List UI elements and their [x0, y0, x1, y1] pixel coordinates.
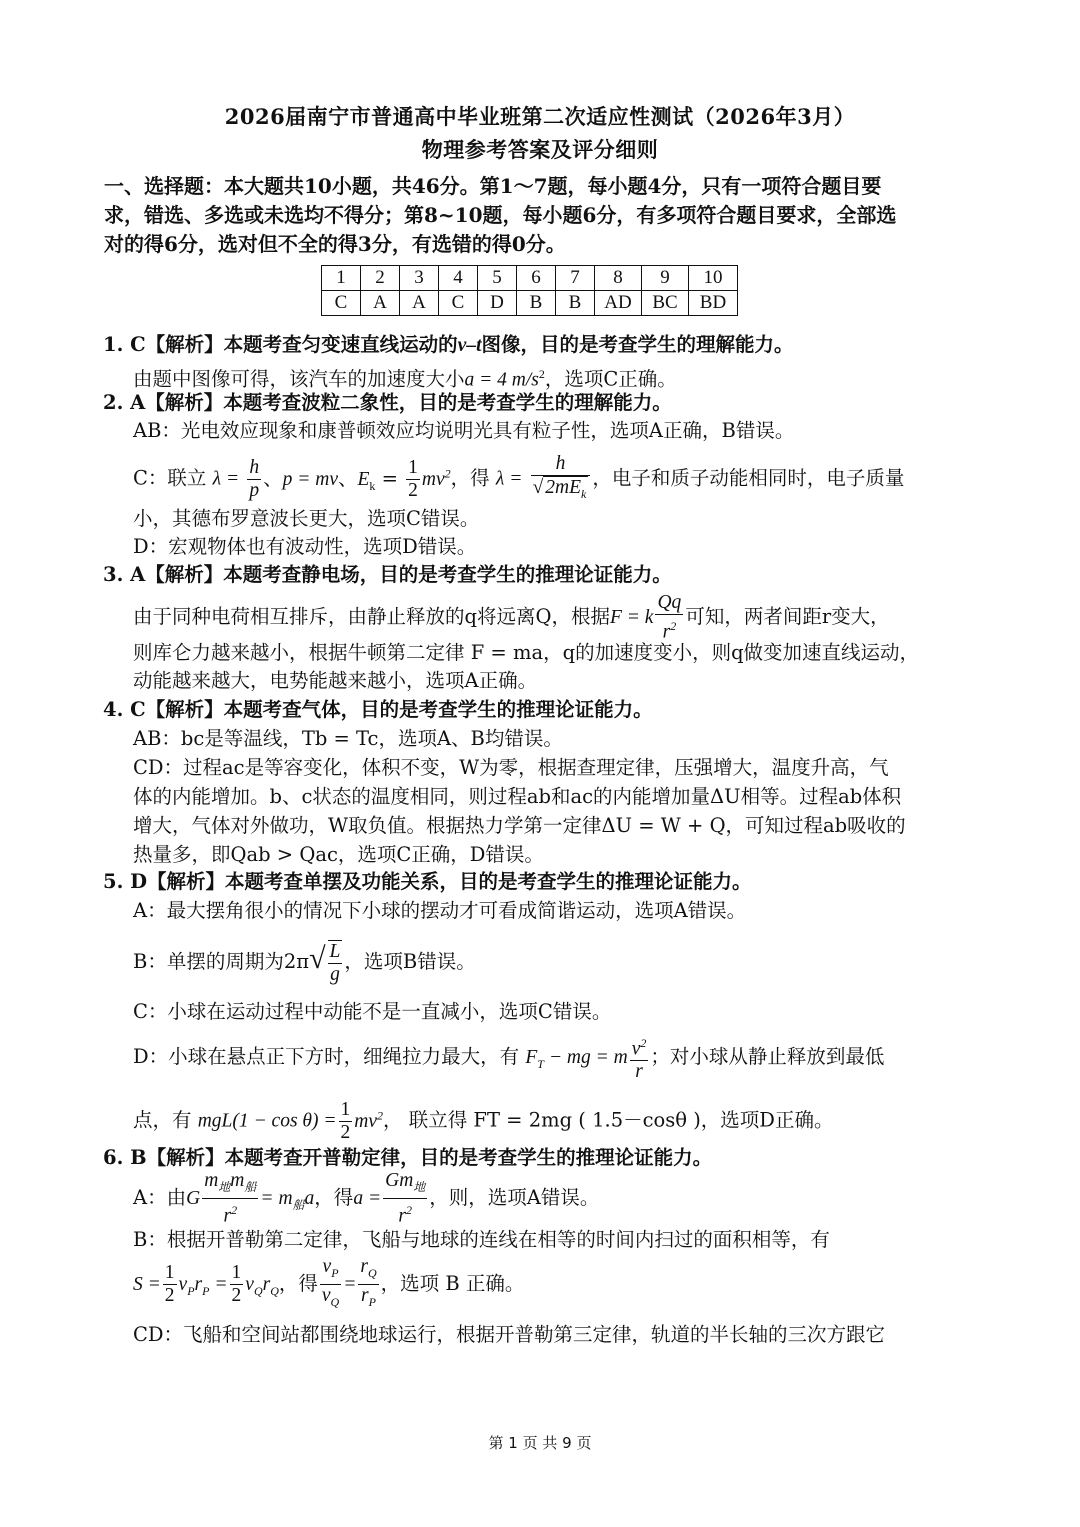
q6-formula-vprp: $v_Pr_P$ =: [178, 1273, 228, 1298]
q2-line-d: D：宏观物体也有波动性，选项D错误。: [133, 535, 477, 558]
table-cell: B: [556, 291, 595, 316]
section-heading-line-3: 对的得6分，选对但不全的得3分，有选错的得0分。: [104, 232, 566, 256]
q5-line-b: [133, 930, 476, 991]
q2-c-text-3: ，电子和质子动能相同时，电子质量: [592, 466, 905, 490]
q2-c-text-2: ，得: [450, 466, 490, 490]
table-cell: A: [400, 291, 439, 316]
q6-a-text-3: ，则，选项A错误。: [429, 1186, 600, 1210]
q5-line-a: A：最大摆角很小的情况下小球的摆动才可看成简谐运动，选项A错误。: [133, 899, 747, 922]
q4-line-4: 增大，气体对外做功，W取负值。根据热力学第一定律ΔU = W + Q，可知过程ab吸收的: [133, 814, 906, 837]
section-heading-line-2: 求，错选、多选或未选均不得分；第8~10题，每小题6分，有多项符合题目要求，全部选: [104, 203, 897, 227]
q5-sqrt-sign: √: [309, 942, 326, 975]
q6-heading: 6. B【解析】本题考查开普勒定律，目的是考查学生的推理论证能力。: [103, 1146, 713, 1169]
table-cell: 8: [595, 266, 642, 291]
table-cell: 9: [642, 266, 689, 291]
q2-fraction-h-p: $\frac{h}{p}$: [249, 456, 260, 501]
q6-line-s: [133, 1256, 524, 1318]
table-cell: AD: [595, 291, 642, 316]
q6-s-text-2: ，选项 B 正确。: [380, 1271, 525, 1295]
answer-table: [321, 265, 738, 316]
table-cell: BD: [689, 291, 738, 316]
q1-heading-var: v–t: [457, 335, 482, 356]
q1-formula: a = 4 m/s: [464, 369, 539, 391]
table-cell: 5: [478, 266, 517, 291]
q6-fraction-half-1: $\frac{1}{2}$: [164, 1261, 175, 1306]
q6-formula-eq: =: [343, 1273, 357, 1295]
q6-fraction-r: $\frac{r_Q}{r_P}$: [360, 1256, 377, 1309]
q4-heading: 4. C【解析】本题考查气体，目的是考查学生的推理论证能力。: [103, 698, 653, 721]
q5-e-text: 点，有: [133, 1108, 192, 1132]
table-cell: 2: [361, 266, 400, 291]
table-cell: 1: [322, 266, 361, 291]
table-cell: 6: [517, 266, 556, 291]
q2-line-3: 小，其德布罗意波长更大，选项C错误。: [133, 507, 480, 530]
q1-heading-tail: 图像，目的是考查学生的理解能力。: [481, 333, 794, 356]
q6-a-text: A：由: [133, 1186, 187, 1210]
table-cell: D: [478, 291, 517, 316]
q2-fraction-half: $\frac{1}{2}$: [408, 456, 418, 501]
q3-formula-f: F = k: [609, 607, 654, 628]
q3-text-2: 可知，两者间距r变大，: [685, 605, 890, 628]
table-cell: A: [361, 291, 400, 316]
table-cell: 10: [689, 266, 738, 291]
q2-formula-mv2: $mv^2$: [421, 466, 451, 490]
q5-line-e: [133, 1088, 833, 1149]
q6-formula-a: a =: [353, 1188, 382, 1210]
q2-c-text: C：联立: [133, 466, 207, 490]
q3-heading: 3. A【解析】本题考查静电场，目的是考查学生的推理论证能力。: [103, 563, 672, 586]
q4-line-2: CD：过程ac是等容变化，体积不变，W为零，根据查理定律，压强增大，温度升高，气: [133, 756, 889, 779]
page-subtitle: 物理参考答案及评分细则: [421, 137, 659, 162]
q5-formula-energy: mgL(1 − cos θ) =: [197, 1110, 337, 1132]
q6-line-cd: CD：飞船和空间站都围绕地球运行，根据开普勒第三定律，轨道的半长轴的三次方跟它: [133, 1323, 886, 1346]
q6-a-text-2: ，得: [314, 1186, 354, 1210]
answer-table-answer-row: [322, 291, 738, 316]
q1-exponent: 2: [538, 367, 545, 381]
q4-line-1: AB：bc是等温线，Tb = Tc，选项A、B均错误。: [133, 727, 563, 750]
q5-fraction-v2-r: $\frac{v^2}{r}$: [630, 1032, 649, 1084]
q2-heading: 2. A【解析】本题考查波粒二象性，目的是考查学生的理解能力。: [103, 391, 672, 414]
q2-formula-lambda: λ =: [212, 468, 240, 490]
q1-text: 由题中图像可得，该汽车的加速度大小: [133, 367, 465, 391]
q5-d-text: D：小球在悬点正下方时，细绳拉力最大，有: [133, 1045, 520, 1068]
q1-line-1: [133, 361, 677, 394]
answer-table-number-row: [322, 266, 738, 291]
table-cell: 3: [400, 266, 439, 291]
table-cell: B: [517, 291, 556, 316]
table-cell: 7: [556, 266, 595, 291]
q5-formula-mv2: $mv^2$: [354, 1108, 384, 1132]
q5-e-text-2: ， 联立得 FT = 2mg ( 1.5－cosθ )，选项D正确。: [383, 1108, 834, 1132]
q1-text-end: ，选项C正确。: [544, 367, 677, 391]
q1-heading: [103, 332, 794, 359]
q5-d-text-2: ；对小球从静止释放到最低: [650, 1045, 885, 1068]
q3-line-1: [133, 590, 890, 645]
q6-fraction-half-2: $\frac{1}{2}$: [231, 1261, 242, 1306]
q3-line-2: 则库仑力越来越小，根据牛顿第二定律 F = ma，q的加速度变小，则q做变加速直线运动，: [133, 641, 920, 664]
q3-fraction-coulomb: $\frac{Qq}{r^2}$: [657, 591, 682, 643]
q2-line-ab: AB：光电效应现象和康普顿效应均说明光具有粒子性，选项A正确，B错误。: [133, 419, 795, 442]
table-cell: BC: [642, 291, 689, 316]
q6-fraction-gravity: $\frac{m_地m_船}{r^2}$: [204, 1170, 257, 1227]
q5-line-d: [133, 1030, 884, 1091]
q1-heading-text: 1. C【解析】本题考查匀变速直线运动的: [103, 333, 458, 356]
q4-line-5: 热量多，即Qab > Qac，选项C正确，D错误。: [133, 843, 544, 866]
q6-formula-ma: = $m_船a$: [260, 1188, 315, 1213]
q4-line-3: 体的内能增加。b、c状态的温度相同，则过程ab和ac的内能增加量ΔU相等。过程ab体积: [133, 785, 902, 808]
page-title: 2026届南宁市普通高中毕业班第二次适应性测试（2026年3月）: [224, 104, 856, 129]
q2-line-c: [133, 446, 904, 512]
q5-b-text: B：单摆的周期为2π: [133, 950, 310, 973]
q3-line-3: 动能越来越大，电势能越来越小，选项A正确。: [133, 669, 538, 692]
q6-fraction-v: $\frac{v_P}{v_Q}$: [321, 1256, 340, 1309]
table-cell: C: [439, 291, 478, 316]
q6-formula-s: S =: [133, 1273, 161, 1295]
q6-line-b: B：根据开普勒第二定律，飞船与地球的连线在相等的时间内扫过的面积相等，有: [133, 1228, 830, 1251]
q5-fraction-half: $\frac{1}{2}$: [340, 1098, 351, 1143]
section-heading-line-1: 一、选择题：本大题共10小题，共46分。第1～7题，每小题4分，只有一项符合题目要: [104, 174, 882, 198]
q6-line-a: [133, 1170, 599, 1232]
q6-formula-g: G: [186, 1188, 201, 1210]
table-cell: 4: [439, 266, 478, 291]
q5-b-text-2: ，选项B错误。: [344, 950, 476, 973]
q6-s-text: ，得: [278, 1271, 318, 1295]
q6-formula-vqrq: $v_Qr_Q$: [245, 1273, 279, 1298]
q2-formula-p: 、p = mv、$E_k$ =: [263, 466, 398, 493]
q5-formula-tension: $F_T$ − mg = m: [525, 1047, 628, 1071]
page-footer: 第 1 页 共 9 页: [488, 1434, 592, 1452]
q6-fraction-accel: $\frac{Gm_地}{r^2}$: [385, 1170, 426, 1227]
table-cell: C: [322, 291, 361, 316]
q3-text: 由于同种电荷相互排斥，由静止释放的q将远离Q，根据: [133, 605, 610, 628]
q5-line-c: C：小球在运动过程中动能不是一直减小，选项C错误。: [133, 1000, 612, 1023]
q2-formula-lambda-2: λ =: [495, 468, 523, 490]
q5-fraction-l-g: $\frac{L}{g}$: [329, 940, 341, 985]
q5-heading: 5. D【解析】本题考查单摆及功能关系，目的是考查学生的推理论证能力。: [103, 870, 752, 893]
q2-fraction-debroglie: $\frac{h}{√ 2mE_k}$: [531, 453, 591, 505]
